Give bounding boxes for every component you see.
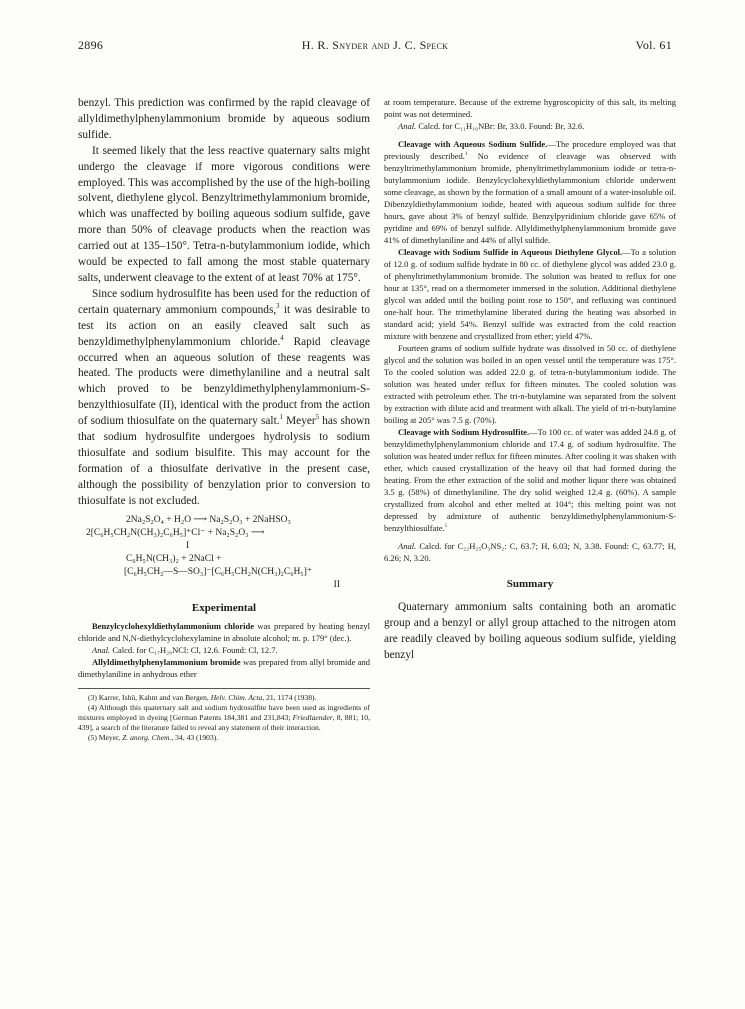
right-experimental <box>384 96 676 564</box>
left-body <box>78 96 370 510</box>
paragraph: Since sodium hydrosulfite has been used for the reduction of certain quaternary ammonium compounds,$^3$ it was desirable to test its action on an easily cleaved salt such as benzyldimethylphenylammonium chloride.$^4$ Rapid cleavage occurred when an aqueous solution of these reagents was heated. The products were dimethylaniline and a neutral salt which proved to be benzyldimethylphenylammonium-S-benzylthiosulfate (II), identical with the product from the action of sodium thiosulfate on the quaternary salt.$^1$ Meyer$^5$ has shown that sodium hydrosulfite undergoes hydrolysis to sodium thiosulfate and sodium bisulfite. This may account for the formation of a thiosulfate derivative in the present case, although the possibility of benzylation prior to conversion to thiosulfate is not excluded. <box>78 287 370 507</box>
footnote: (5) Meyer, Z. anorg. Chem., 34, 43 (1903). <box>88 733 219 743</box>
paragraph: benzyl. This prediction was confirmed by the rapid cleavage of allyldimethylphenylammonium bromide by aqueous sodium sulfide. <box>78 97 370 141</box>
page-header <box>78 38 672 54</box>
reaction-equations <box>86 514 370 592</box>
compound-label: II <box>333 579 340 590</box>
equation: [C₆H₅CH₂—S—SO₃]⁻[C₆H₅CH₂N(CH₃)₂C₆H₅]⁺ <box>124 566 312 577</box>
left-column <box>78 96 370 744</box>
analysis: Anal. Calcd. for C₁₁H₁₆NBr: Br, 33.0. Found: Br, 32.6. <box>398 121 585 131</box>
summary-paragraph: Quaternary ammonium salts containing both an aromatic group and a benzyl or allyl group attached to the nitrogen atom are readily cleaved by boiling aqueous sodium sulfide, yielding benzyl <box>384 601 676 661</box>
right-column <box>384 96 676 664</box>
paragraph: Cleavage with Aqueous Sodium Sulfide.—The procedure employed was that previously described.$^1$ No evidence of cleavage was observed with benzyltrimethylammonium bromide, phenyltrimethylammonium iodide or tetra-n-butylammonium iodide. Benzylcyclohexyldiethylammonium chloride underwent some cleavage, as shown by the formation of a small amount of a water-insoluble oil. Dibenzyldiethylammonium iodide, heated with aqueous sodium sulfide for three hours, gave about 3% of benzyl sulfide. Benzylpyridinium chloride gave 65% of pyridine and 69% of benzyl sulfide. Allyldimethylphenylammonium bromide gave 41% of dimethylaniline and 44% of allyl sulfide. <box>384 139 676 245</box>
experimental-text <box>78 620 370 680</box>
paragraph: Cleavage with Sodium Sulfide in Aqueous Diethylene Glycol.—To a solution of 12.0 g. of sodium sulfide hydrate in 80 cc. of diethylene glycol was added 23.0 g. of phenyltrimethylammonium bromide. The solution was heated to reflux for one hour at 135°, read on a thermometer immersed in the solution. Additional diethylene glycol was added until the boiling point rose to 150°, and refluxing was continued one-half hour. The trimethylamine liberated during the heating was absorbed in standard acid; yield 54%. Benzyl sulfide was extracted from the cold reaction mixture with benzene and crystallized from ether; yield 47%. <box>384 247 676 341</box>
equation: 2[C₆H₅CH₂N(CH₃)₂C₆H₅]⁺Cl⁻ + Na₂S₂O₃ ⟶ <box>86 527 265 538</box>
analysis: Anal. Calcd. for C₂₂H₂₅O₃NS₂: C, 63.7; H, 6.03; N, 3.38. Found: C, 63.77; H, 6.26; N, 3.20. <box>384 541 676 563</box>
volume-number: Vol. 61 <box>635 38 672 52</box>
equation: 2Na₂S₂O₄ + H₂O ⟶ Na₂S₂O₃ + 2NaHSO₃ <box>126 514 291 525</box>
section-heading: Experimental <box>191 601 257 614</box>
footnotes <box>78 693 370 744</box>
paragraph: Fourteen grams of sodium sulfide hydrate was dissolved in 50 cc. of diethylene glycol and the solution was boiled in an open vessel until the temperature was 175°. To the cooled solution was added 22.0 g. of tetra-n-butylammonium iodide. The solution was heated under reflux for fifteen minutes. The cooled solution was extracted with petroleum ether. The tri-n-butylamine was separated from the solvent by extraction with dilute acid and treatment with alkali. The yield of tri-n-butylamine boiling at 205° was 7.5 g. (70%). <box>384 343 676 425</box>
equation: C₆H₅N(CH₃)₂ + 2NaCl + <box>126 553 222 564</box>
footnote-divider <box>78 688 370 689</box>
paragraph: Benzylcyclohexyldiethylammonium chloride was prepared by heating benzyl chloride and N,N-diethylcyclohexylamine in absolute alcohol; m. p. 179° (dec.). <box>78 620 370 643</box>
paragraph: It seemed likely that the less reactive quaternary salts might undergo the cleavage if more vigorous conditions were employed. This was accomplished by the use of the high-boiling solvent, diethylene glycol. Benzyltrimethylammonium bromide, which was unaffected by boiling aqueous sodium sulfide, gave more than 50% of cleavage products when the reaction was carried out at 135–150°. Tetra-n-butylammonium iodide, which would be expected to fall among the most stable quaternary salts, underwent cleavage to the extent of at least 70% at 175°. <box>78 144 370 284</box>
compound-label: I <box>186 540 190 551</box>
running-head-authors: H. R. Snyder and J. C. Speck <box>301 38 449 52</box>
footnote: (3) Karrer, Ishü, Kahnt and van Bergen, Helv. Chim. Acta, 21, 1174 (1938). <box>88 692 317 702</box>
footnote: (4) Although this quaternary salt and sodium hydrosulfite have been used as ingredients of mixtures employed in dyeing [German Patents 184,381 and 231,843; Friedlaender, 8, 881; 10, 439], a search of the literature failed to reveal any statement of their interaction. <box>78 702 370 733</box>
paragraph: at room temperature. Because of the extreme hygroscopicity of this salt, its melting point was not determined. <box>384 97 676 119</box>
analysis: Anal. Calcd. for C₁₇H₂₈NCl: Cl, 12.6. Found: Cl, 12.7. <box>92 644 278 655</box>
paragraph: Allyldimethylphenylammonium bromide was prepared from allyl bromide and dimethylaniline in anhydrous ether <box>78 656 370 679</box>
section-heading: Summary <box>506 578 554 590</box>
page-number: 2896 <box>78 38 104 52</box>
paragraph: Cleavage with Sodium Hydrosulfite.—To 100 cc. of water was added 24.8 g. of benzyldimethylphenylammonium chloride and 17.4 g. of sodium hydrosulfite. The solution was heated under reflux for fifteen minutes. After cooling it was shaken with ether, which caused crystallization of the heavy oil that had formed during the heating. From the ether extraction of the solid and mother liquor there was obtained 3.5 g. (58%) of dimethylaniline. The dry solid weighed 12.4 g. (60%). A sample crystallized from alcohol and ether melted at 104°; this melting point was not depressed by admixture of authentic benzyldimethylphenylammonium-S-benzylthiosulfate.$^1$ <box>384 427 676 533</box>
